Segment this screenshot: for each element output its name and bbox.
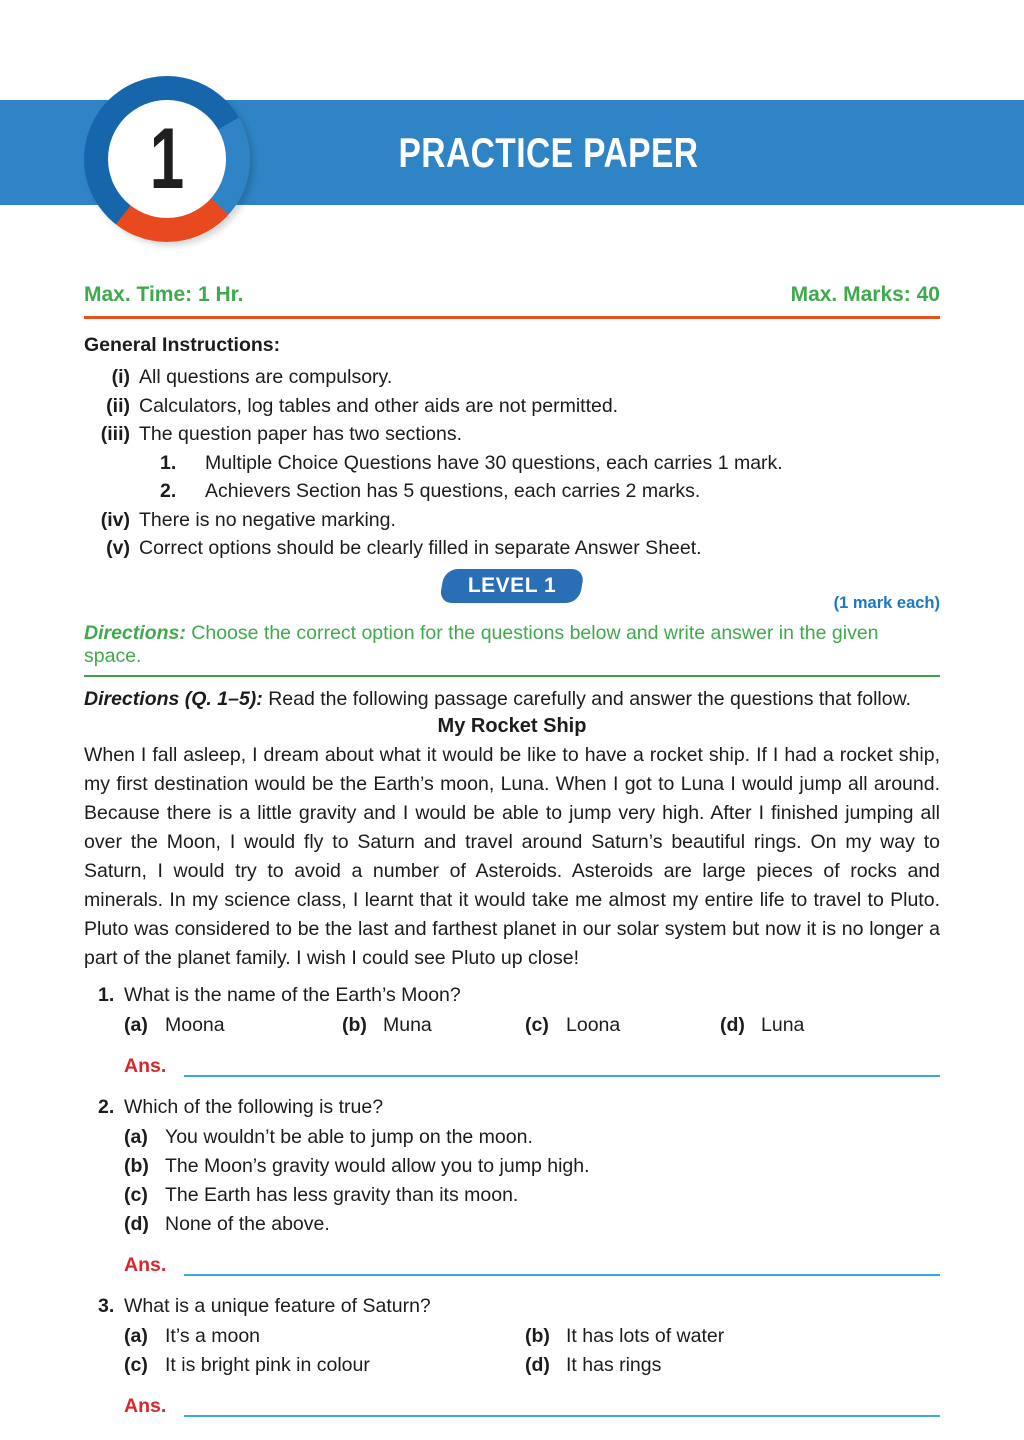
instruction-text: Achievers Section has 5 questions, each carries 2 marks. [205,480,701,502]
answer-row [124,1395,940,1417]
passage-directions-label: Directions (Q. 1–5): [84,687,263,710]
option-label: (a) [124,1013,148,1036]
questions-section [84,981,940,1417]
page-banner [0,100,1024,205]
level-directions [84,622,940,677]
instruction-text: The question paper has two sections. [139,423,463,445]
answer-row [124,1254,940,1276]
option-text: It has lots of water [566,1324,725,1347]
option-label: (d) [124,1212,149,1235]
option-text: It has rings [566,1353,662,1376]
instruction-text: There is no negative marking. [139,508,396,531]
chapter-number: 1 [149,111,185,207]
question-number: 1. [98,983,115,1006]
option-item [720,1011,804,1040]
option-item [124,1152,940,1181]
option-text: Loona [566,1013,621,1036]
option-item [525,1322,940,1351]
answer-label: Ans. [124,1054,167,1077]
passage-directions [84,688,940,711]
option-label: (b) [124,1154,149,1177]
option-label: (b) [342,1013,367,1036]
instruction-text: All questions are compulsory. [139,366,393,388]
instruction-item [84,420,940,449]
instructions-heading: General Instructions: [84,334,281,356]
option-label: (c) [124,1183,148,1206]
options-list [124,1123,940,1239]
answer-line [184,1256,940,1276]
option-label: (b) [525,1324,550,1347]
instruction-text: Multiple Choice Questions have 30 questions, each carries 1 mark. [205,451,783,474]
option-text: It is bright pink in colour [165,1353,370,1376]
option-label: (d) [720,1013,745,1036]
directions-label: Directions: [84,621,186,644]
instruction-item [84,534,940,563]
question-block [84,1292,940,1417]
instruction-text: Correct options should be clearly filled in separate Answer Sheet. [139,537,702,559]
option-text: Luna [761,1013,805,1036]
max-time: Max. Time: 1 Hr. [84,283,244,306]
instruction-label: 2. [160,480,177,502]
question-number: 3. [98,1294,115,1317]
option-text: You wouldn’t be able to jump on the moon. [165,1125,533,1148]
option-item [525,1351,940,1380]
option-item [124,1210,940,1239]
question-number: 2. [98,1095,115,1118]
option-label: (a) [124,1125,148,1148]
option-item [124,1181,940,1210]
chapter-badge-circle [108,100,226,218]
page-content [84,283,940,1417]
instruction-item [160,449,940,478]
level-badge-label: LEVEL 1 [467,573,557,597]
passage-directions-text: Read the following passage carefully and answer the questions that follow. [262,687,912,710]
answer-label: Ans. [124,1253,167,1276]
passage-title: My Rocket Ship [437,714,587,737]
instruction-label: 1. [160,451,177,474]
option-item [124,1123,940,1152]
option-text: Muna [383,1013,432,1036]
option-label: (d) [525,1353,550,1376]
level-strip [84,569,940,613]
question-block [84,1093,940,1276]
option-text: The Earth has less gravity than its moon. [165,1183,519,1206]
marks-note: (1 mark each) [833,593,940,612]
instruction-label: (iv) [100,508,130,531]
instruction-item [84,363,940,392]
option-text: Moona [165,1013,225,1036]
option-item [525,1011,720,1040]
passage-body: When I fall asleep, I dream about what it would be like to have a rocket ship. If I had a rocket ship, my first destination would be the Earth’s moon, Luna. When I got to Luna I would jump all around. Because there is a little gravity and I would be able to jump very high. After I finished jumping all over the Moon, I would fly to Saturn and travel around Saturn’s beautiful rings. On my way to Saturn, I would try to avoid a number of Asteroids. Asteroids are large pieces of rocks and minerals. In my science class, I learnt that it would take me almost my entire life to travel to Pluto. Pluto was considered to be the last and farthest planet in our solar system but now it is no longer a part of the planet family. I wish I could see Pluto up close! [84,743,940,969]
instruction-item [84,506,940,535]
directions-text: Choose the correct option for the questions below and write answer in the given space. [84,621,879,667]
answer-label: Ans. [124,1394,167,1417]
instruction-label: (v) [106,537,130,559]
option-text: It’s a moon [165,1324,261,1347]
options-list [124,1322,940,1380]
instruction-text: Calculators, log tables and other aids are not permitted. [139,394,619,417]
answer-line [184,1057,940,1077]
question-text: Which of the following is true? [124,1095,384,1118]
option-item [124,1351,525,1380]
instruction-item [160,477,940,506]
max-marks: Max. Marks: 40 [790,283,940,306]
chapter-badge [84,76,250,242]
instruction-label: (i) [111,366,130,388]
option-text: None of the above. [165,1212,330,1235]
option-item [124,1322,525,1351]
page-title: PRACTICE PAPER [398,128,698,176]
option-item [342,1011,525,1040]
option-item [124,1011,342,1040]
instruction-label: (iii) [100,423,130,445]
exam-meta-row [84,283,940,319]
instruction-label: (ii) [106,394,130,417]
answer-line [184,1397,940,1417]
level-badge [439,569,585,603]
option-text: The Moon’s gravity would allow you to jump high. [165,1154,590,1177]
instructions-list [84,363,940,563]
option-label: (c) [525,1013,549,1036]
answer-row [124,1055,940,1077]
options-list [124,1011,940,1040]
instruction-item [84,392,940,421]
question-block [84,981,940,1077]
question-text: What is the name of the Earth’s Moon? [124,983,461,1006]
question-text: What is a unique feature of Saturn? [124,1294,431,1317]
option-label: (a) [124,1324,148,1347]
option-label: (c) [124,1353,148,1376]
